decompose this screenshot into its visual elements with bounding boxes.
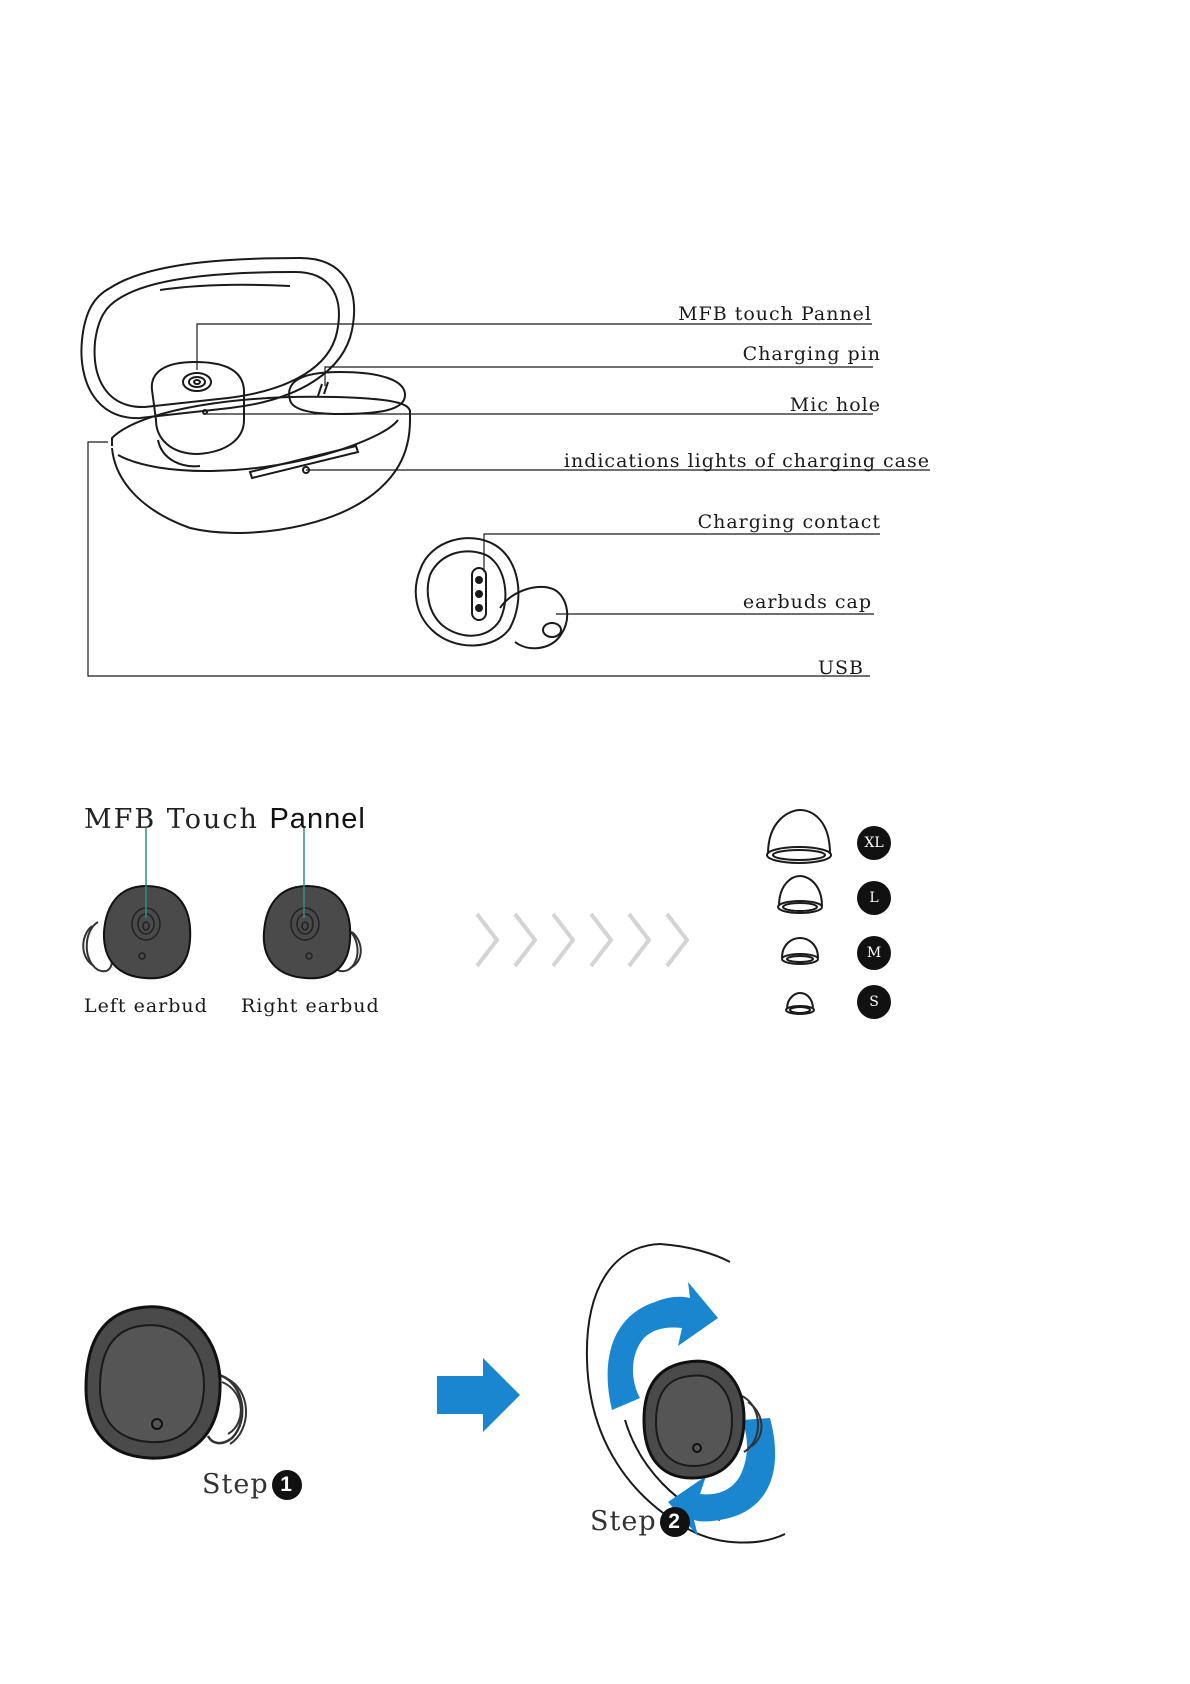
callout-leader-lines xyxy=(88,324,930,676)
size-badge-m: M xyxy=(857,936,891,970)
charging-case-illustration xyxy=(81,258,410,533)
ear-tip-sizes-illustration xyxy=(767,810,831,1014)
step1-label: Step xyxy=(202,1469,269,1500)
size-badge-l: L xyxy=(857,881,891,915)
ear-tip-xl-icon xyxy=(767,810,831,863)
step2-ear-illustration xyxy=(587,1244,785,1543)
step2-number-badge: 2 xyxy=(660,1507,690,1537)
callout-usb: USB xyxy=(818,657,864,679)
size-badge-s: S xyxy=(857,985,891,1019)
ear-tip-s-icon xyxy=(786,993,814,1014)
callout-earbuds-cap: earbuds cap xyxy=(742,591,872,613)
chevron-arrows-icon xyxy=(477,914,687,966)
touch-panel-title-part1: MFB Touch xyxy=(84,804,259,835)
left-earbud-illustration xyxy=(83,828,190,978)
right-earbud-illustration xyxy=(264,828,361,978)
ear-tip-m-icon xyxy=(782,938,818,964)
step1-number-badge: 1 xyxy=(272,1470,302,1500)
callout-indication-lights: indications lights of charging case xyxy=(563,450,930,472)
step2-label: Step xyxy=(590,1506,657,1537)
callout-charging-contact: Charging contact xyxy=(697,511,881,533)
callout-mfb-touch-pannel: MFB touch Pannel xyxy=(678,303,872,325)
ear-tip-l-icon xyxy=(778,876,822,913)
right-earbud-label: Right earbud xyxy=(241,995,380,1017)
next-step-arrow-icon xyxy=(437,1358,520,1432)
touch-panel-title xyxy=(84,803,366,836)
touch-panel-title-part2: Pannel xyxy=(269,803,366,835)
step1-caption xyxy=(202,1469,302,1500)
callout-charging-pin: Charging pin xyxy=(742,343,881,365)
callout-mic-hole: Mic hole xyxy=(789,394,881,416)
step2-caption xyxy=(590,1506,690,1537)
earbud-with-cap-illustration xyxy=(416,538,567,648)
step1-earbud-illustration xyxy=(86,1307,246,1458)
size-badge-xl: XL xyxy=(857,826,891,860)
left-earbud-label: Left earbud xyxy=(84,995,208,1017)
